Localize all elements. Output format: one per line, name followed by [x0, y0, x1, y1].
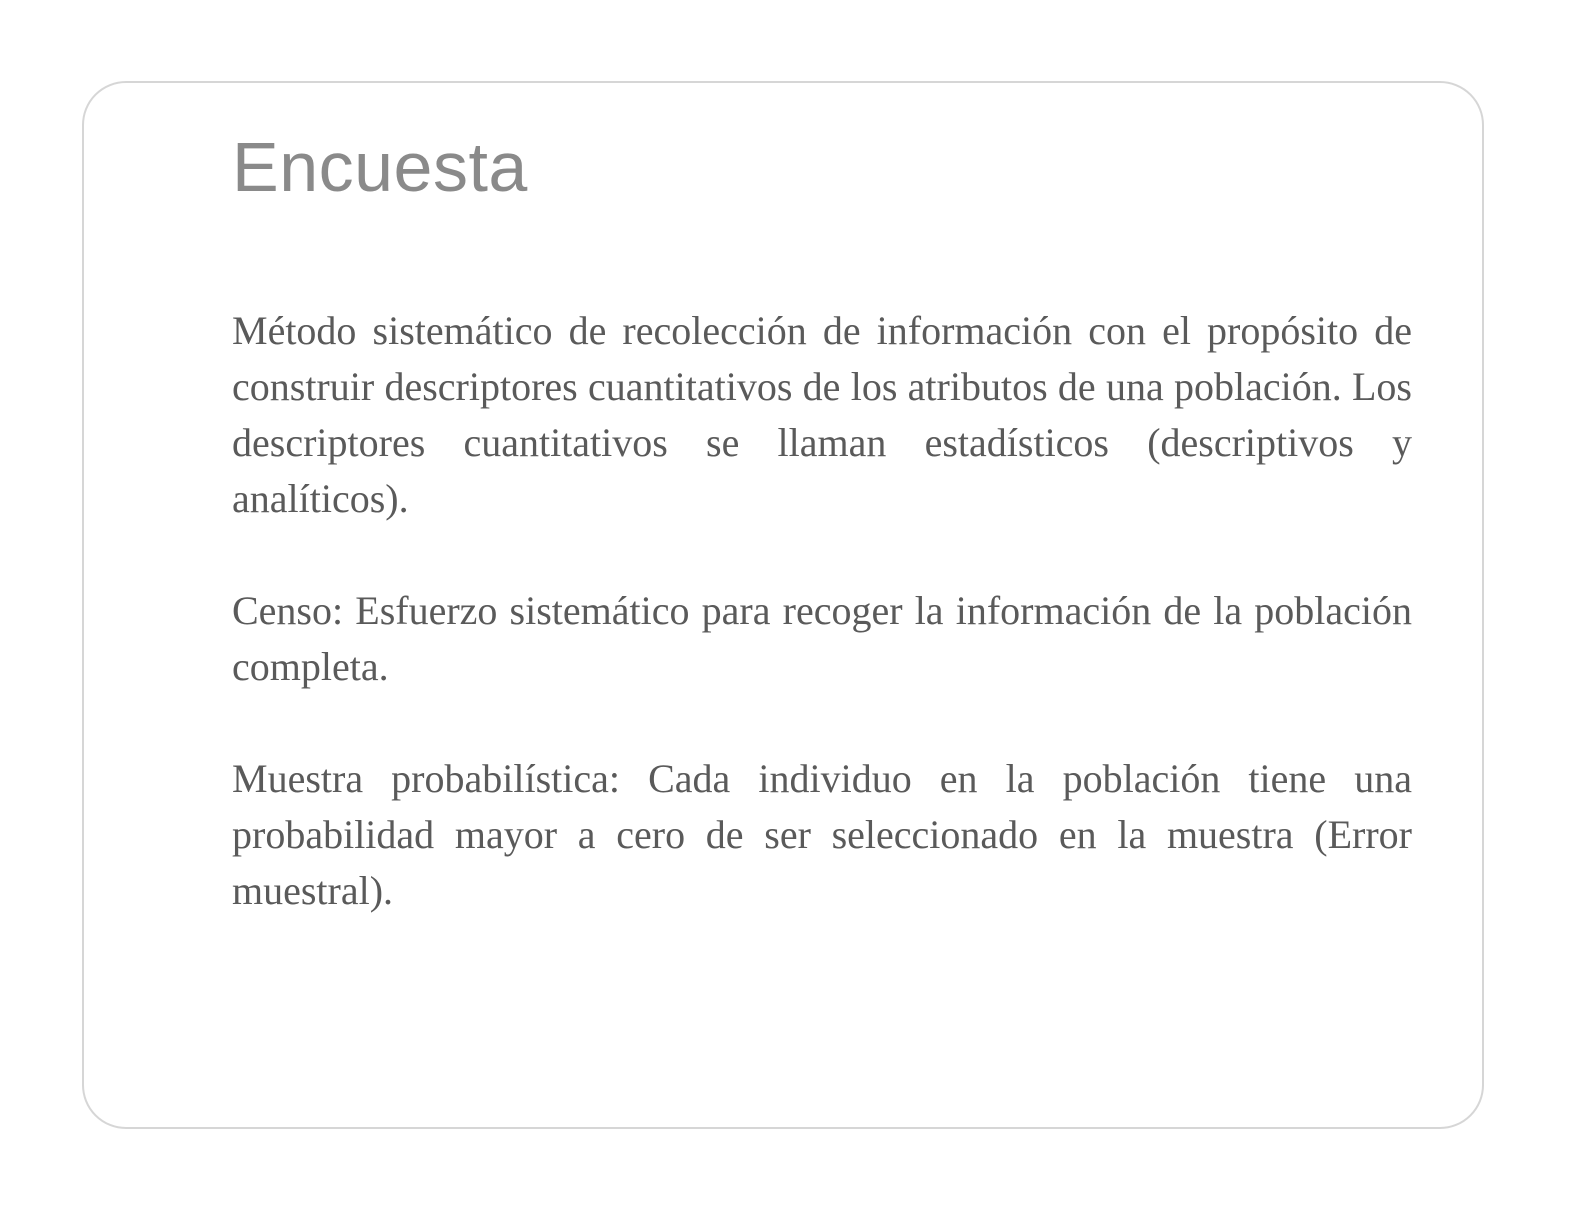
slide-card: [82, 81, 1484, 1129]
paragraph-censo-definition: Censo: Esfuerzo sistemático para recoger la información de la población completa.: [232, 588, 1412, 689]
paragraph-muestra-definition: Muestra probabilística: Cada individuo en la población tiene una probabilidad mayor a cero de ser seleccionado en la muestra (Error muestral).: [232, 756, 1412, 913]
slide-body: [232, 303, 1412, 975]
slide-title: Encuesta: [232, 128, 528, 206]
paragraph-encuesta-definition: Método sistemático de recolección de información con el propósito de construir descriptores cuantitativos de los atributos de una población. Los descriptores cuantitativos se llaman estadísticos (descriptivos y analíticos).: [232, 308, 1412, 521]
